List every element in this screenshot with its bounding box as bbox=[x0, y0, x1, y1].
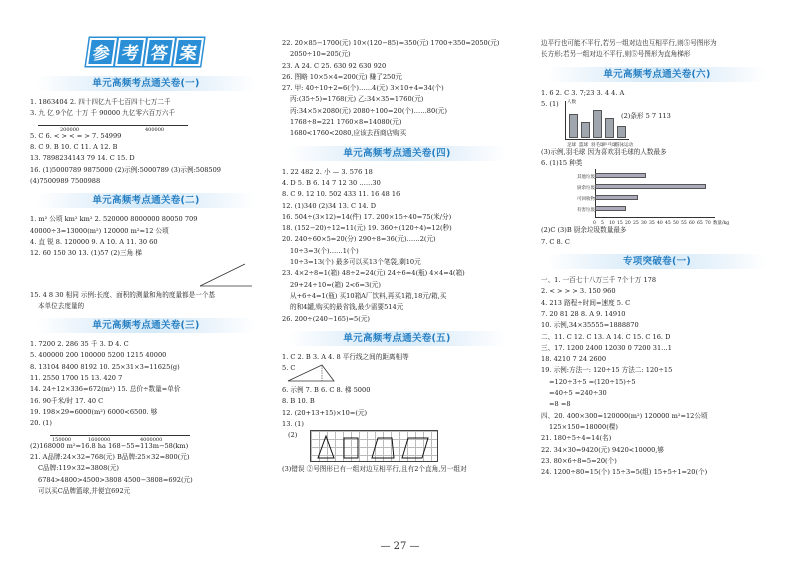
chart-category-label: 乒乓球 bbox=[603, 142, 617, 148]
answer-line: 2050÷10=205(元) bbox=[290, 50, 351, 59]
chart-tick-label: 45 bbox=[665, 221, 671, 227]
answer-line: 15. 4 8 30 相同 示例:长度、面积的测量和角的度量都是一个基 bbox=[30, 290, 216, 299]
answer-line: 1. m² 公顷 km² km² 2. 520000 8000000 80050 709 bbox=[30, 215, 198, 224]
section-header: 单元高频考点通关卷(六) bbox=[541, 65, 773, 84]
waste-bar-chart bbox=[571, 169, 773, 225]
number-line-label: 200000 bbox=[60, 126, 80, 133]
answer-line: 27. 甲: 40÷10+2=6(个)……4(元) 3×10+4=34(个) bbox=[282, 84, 444, 93]
answer-line: 3. 九 亿 9个亿 十万 千 90000 九亿零六百万六千 bbox=[30, 109, 176, 118]
chart-bar bbox=[595, 184, 706, 189]
answer-line: 11. 2550 1700 15 13. 420 7 bbox=[30, 374, 123, 383]
answer-line: 6. 示例 7. B 6. C 8. 梯 5000 bbox=[282, 386, 371, 395]
chart-bar bbox=[617, 126, 626, 138]
answer-line: (3)示例,羽毛球 因为喜欢羽毛球的人数最多 bbox=[541, 147, 667, 156]
answer-line: =40÷5 =240÷30 bbox=[549, 389, 607, 398]
triangle-sketch bbox=[282, 363, 512, 385]
answer-line: 1768÷8=221 1760×8=14080(元) bbox=[290, 118, 402, 127]
bar-chart-block bbox=[541, 99, 773, 147]
angle-sketch bbox=[30, 260, 262, 290]
answer-line: =120÷3÷5 =(120÷15)÷5 bbox=[549, 377, 636, 386]
answer-line: 26. 200÷(240−165)=5(元) bbox=[282, 314, 370, 323]
answer-line: 1. 7200 2. 286 35 千 3. D 4. C bbox=[30, 340, 129, 349]
chart-bar bbox=[595, 206, 626, 211]
answer-line: 12. (20+13+15)×10=(元) bbox=[282, 408, 368, 417]
answer-line: (2)C (3)B 厨余垃圾数量最多 bbox=[541, 226, 627, 235]
chart-tick-label: 50 bbox=[673, 221, 679, 227]
answer-line: C品牌:119×32=3808(元) bbox=[38, 464, 119, 473]
answer-line: 2. < > > > 3. 150 960 bbox=[541, 287, 616, 296]
chart-tick-label: 30 bbox=[641, 221, 647, 227]
chart-tick-label: 65 bbox=[697, 221, 703, 227]
answer-line: (2)条形 5 7 113 bbox=[621, 111, 671, 120]
answer-line: 5. (1) bbox=[541, 99, 559, 108]
column-left bbox=[30, 70, 262, 497]
answer-line: 8. 13104 8400 8192 10. 25×31×3=11625(g) bbox=[30, 362, 180, 371]
answer-line: 40000÷3=13000(m²) 120000 m²=12 公顷 bbox=[30, 226, 169, 235]
answer-line: 1. C 2. B 3. A 4. 8 平行线之间的距离相等 bbox=[282, 352, 409, 361]
chart-row-label: 有害垃圾 bbox=[577, 208, 595, 214]
answer-line: 12. (1)340 (2)34 13. C 14. D bbox=[282, 201, 377, 210]
answer-line: 三、17. 1200 2400 12030 0 7200 31…1 bbox=[541, 343, 672, 352]
answer-line: 125×150=18000(棵) bbox=[549, 422, 618, 431]
page-title bbox=[88, 38, 202, 66]
chart-bar bbox=[581, 122, 590, 138]
page-number: — 27 — bbox=[380, 541, 420, 552]
chart-tick-label: 40 bbox=[657, 221, 663, 227]
answer-line: 26. 图略 10×5×4=200(元) 赚了250元 bbox=[282, 72, 403, 81]
answer-line: 4. 直 锐 8. 120000 9. A 10. A 11. 30 60 bbox=[30, 237, 158, 246]
answer-line: 18. (152−20)÷12=11(元) 19. 360÷(120÷4)=12(秒) bbox=[282, 224, 452, 233]
chart-tick-label: 70 bbox=[705, 221, 711, 227]
answer-line: 4. D 5. B 6. 14 7 12 30 ……30 bbox=[282, 178, 381, 187]
answer-line: 13. 7898234143 79 14. C 15. D bbox=[30, 154, 135, 163]
answer-line: 8. C 9. B 10. C 11. A 12. B bbox=[30, 143, 118, 152]
column-right bbox=[541, 38, 773, 478]
answer-line: 23. 4×2÷8=1(箱) 48÷2=24(元) 24÷6=4(瓶) 4×4=4(箱) bbox=[282, 269, 465, 278]
title-char: 案 bbox=[173, 38, 204, 66]
answer-line: 10÷3=13(个) 最多可以买13个笔袋,剩10元 bbox=[290, 258, 421, 267]
answer-line: 18. 4210 7 24 2600 bbox=[541, 355, 607, 364]
answer-line: 29+24÷10=(箱) 2<6=3(元) bbox=[290, 280, 381, 289]
chart-ylabel: 人数 bbox=[567, 99, 576, 105]
chart-bar bbox=[595, 173, 646, 178]
answer-line: 7. 20 81 28 8. A 9. 14910 bbox=[541, 309, 626, 318]
answer-line: 长方形;若另一组对边不平行,则⑤号图形为直角梯形 bbox=[541, 50, 691, 59]
answer-line: 1. 6 2. C 3. 7;23 3. 4 4. A bbox=[541, 88, 625, 97]
answer-line: 丙:34×5×2080(元) 2080÷100=20(个)……80(元) bbox=[290, 106, 447, 115]
chart-tick-label: 10 bbox=[609, 221, 615, 227]
answer-line: (2) bbox=[288, 431, 298, 440]
answer-line: (4)7500989 7500988 bbox=[30, 177, 101, 186]
chart-tick-label: 20 bbox=[625, 221, 631, 227]
answer-line: 一、1. 一百七十八万三千 7个十万 178 bbox=[541, 276, 657, 285]
chart-row-label: 厨余垃圾 bbox=[577, 186, 595, 192]
chart-bar bbox=[593, 110, 602, 138]
number-line-label: 1600000 bbox=[88, 436, 111, 443]
chart-tick-label: 25 bbox=[633, 221, 639, 227]
answer-line: 21. 180÷5÷4=14(名) bbox=[541, 434, 612, 443]
answer-line: 10. 示例,34×35555=1888870 bbox=[541, 321, 639, 330]
answer-line: 16. 90千米/时 17. 40 C bbox=[30, 396, 104, 405]
answer-line: 的和4罐,购买的最省钱,最少需要514元 bbox=[290, 303, 404, 312]
section-header: 单元高频考点通关卷(四) bbox=[282, 144, 512, 163]
answer-line: 6784>4800>4500>3808 4500−3808=692(元) bbox=[38, 475, 193, 484]
answer-line: (2)168000 m²=16.8 ha 168−55=113m−58(km) bbox=[30, 441, 189, 450]
answer-line: 可以买C品牌篮球,并便宜692元 bbox=[38, 487, 131, 496]
chart-tick-label: 15 bbox=[617, 221, 623, 227]
chart-category-label: 篮球 bbox=[579, 142, 588, 148]
section-header: 专项突破卷(一) bbox=[541, 252, 773, 271]
answer-line: 1. 1863404 2. 四十四亿九千七百四十七万二千 bbox=[30, 98, 171, 106]
answer-line: 四、20. 400×300=120000(m²) 120000 m²=12公顷 bbox=[541, 411, 708, 420]
chart-tick-label: 55 bbox=[681, 221, 687, 227]
title-char: 考 bbox=[115, 38, 146, 66]
number-line bbox=[30, 120, 262, 131]
answer-line: 19. 198×29≈6000(m²) 6000<6500. 够 bbox=[30, 407, 158, 416]
answer-line: 22. 20×85−1700(元) 10×(120−85)=350(元) 1700+350=2050(元) bbox=[282, 39, 500, 47]
answer-line: 边平行也可能不平行,若另一组对边也互相平行,则⑤号图形为 bbox=[541, 39, 717, 47]
answer-line: 6. (1)15 种类 bbox=[541, 159, 583, 168]
chart-bar bbox=[605, 118, 614, 138]
section-header: 单元高频考点通关卷(二) bbox=[30, 191, 262, 210]
answer-line: 4. 213 路程÷时间=速度 5. C bbox=[541, 298, 631, 307]
answer-line: 23. 80×6÷8=5=20(个) bbox=[541, 456, 617, 465]
number-line-label: 400000 bbox=[145, 126, 165, 133]
chart-bar bbox=[569, 114, 578, 138]
answer-line: 1680<1760<2080,应该去西商店购买 bbox=[290, 129, 407, 138]
answer-line: 22. 34×30=9420(元) 9420<10000,够 bbox=[541, 445, 664, 454]
chart-tick-label: 0 bbox=[593, 221, 596, 227]
chart-tick-label: 数量/kg bbox=[713, 221, 730, 227]
answer-line: 21. A品牌:24×32=768(元) B品牌:25×32=800(元) bbox=[30, 453, 190, 462]
answer-line: 16. 504÷(3×12)=14(件) 17. 200×15÷40=75(米/分) bbox=[282, 212, 452, 221]
answer-line: 12. 60 150 30 13. (1)57 (2)三角 梯 bbox=[30, 249, 142, 258]
answer-line: 5. C 6. < > < = > 7. 54999 bbox=[30, 131, 122, 140]
answer-line: 19. 示例:方法一: 120÷15 方法二: 120÷15 bbox=[541, 366, 673, 375]
number-line-label: 4000000 bbox=[140, 436, 163, 443]
answer-line: 本单位去度量的 bbox=[38, 301, 85, 310]
answer-line: 23. A 24. C 25. 630 92 630 920 bbox=[282, 61, 387, 70]
title-char: 参 bbox=[86, 38, 117, 66]
answer-line: 5. C bbox=[282, 364, 296, 373]
number-line-label: 150000 bbox=[52, 436, 72, 443]
shape-grid-figure bbox=[282, 430, 512, 464]
answer-line: 1. 22 482 2. 小 — 3. 576 18 bbox=[282, 167, 373, 176]
chart-tick-label: 60 bbox=[689, 221, 695, 227]
section-header: 单元高频考点通关卷(一) bbox=[30, 74, 262, 93]
answer-line: 8. C 9. 12 10. 502 433 11. 16 48 16 bbox=[282, 190, 401, 199]
answer-line: 20. 240÷60×5=20(分) 290÷8=36(元)……2(元) bbox=[282, 235, 436, 244]
chart-category-label: 游泳运动 bbox=[615, 142, 633, 148]
answer-line: 二、11. C 12. C 13. A 14. C 15. C 16. D bbox=[541, 332, 671, 341]
answer-line: 13. (1) bbox=[282, 420, 304, 429]
answer-line: 7. C 8. C bbox=[541, 237, 570, 246]
chart-row-label: 其他垃圾 bbox=[577, 175, 595, 181]
chart-category-label: 羽毛球 bbox=[591, 142, 605, 148]
chart-bar bbox=[595, 195, 638, 200]
section-header: 单元高频考点通关卷(三) bbox=[30, 316, 262, 335]
chart-category-label: 足球 bbox=[567, 142, 576, 148]
answer-line: 丙:(35÷5)=1768(元) 乙:34×35=1760(元) bbox=[290, 95, 424, 104]
number-line bbox=[30, 430, 262, 441]
answer-line: 从+6÷4=1(瓶) 买10箱A厂饮料,再买1箱,18元/箱,买 bbox=[290, 291, 447, 300]
answer-line: =8 =8 bbox=[549, 400, 571, 409]
sports-bar-chart bbox=[565, 99, 635, 148]
answer-line: 8. B 10. B bbox=[282, 397, 315, 406]
chart-tick-label: 5 bbox=[601, 221, 604, 227]
column-middle bbox=[282, 38, 512, 476]
answer-line: 24. 1200÷80=15(个) 15÷3=5(组) 15+5÷1=20(个) bbox=[541, 468, 708, 477]
answer-line: 5. 400000 200 100000 5200 1215 40000 bbox=[30, 351, 167, 360]
answer-line: 20. (1) bbox=[30, 419, 52, 428]
answer-line: 16. (1)5000789 9875000 (2)示例:5000789 (3)示例:508509 bbox=[30, 165, 221, 174]
chart-tick-label: 35 bbox=[649, 221, 655, 227]
chart-row-label: 可回收物 bbox=[577, 197, 595, 203]
answer-line: (3)错误 ②号图形已有一组对边互相平行,且有2个直角,另一组对 bbox=[282, 465, 467, 474]
answer-line: 10÷3=3(个)……1(个) bbox=[290, 246, 359, 255]
section-header: 单元高频考点通关卷(五) bbox=[282, 329, 512, 348]
title-char: 答 bbox=[144, 38, 175, 66]
answer-line: 14. 24÷12×336=672(m²) 15. 总价÷数量=单价 bbox=[30, 385, 181, 394]
